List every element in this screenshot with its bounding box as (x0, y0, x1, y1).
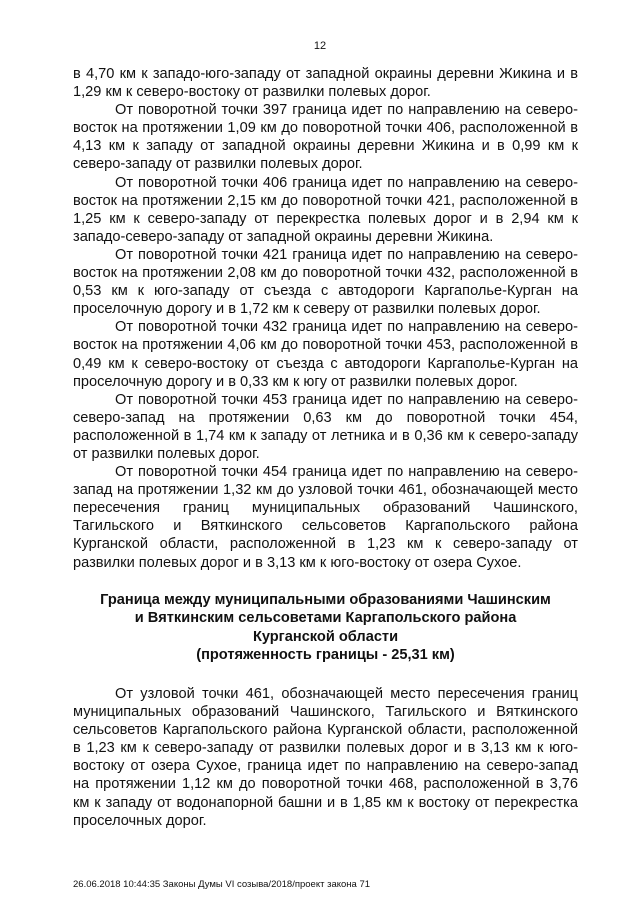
paragraph-point-432: От поворотной точки 432 граница идет по направлению на северо-восток на протяжении 4,06 км до поворотной точки 453, расположенной в 0,49 км к северо-востоку от съезда с автодороги Каргаполье-Курган на проселочную дорогу и в 0,33 км к югу от развилки полевых дорог. (73, 319, 578, 390)
paragraph-point-397: От поворотной точки 397 граница идет по направлению на северо-восток на протяжении 1,09 км до поворотной точки 406, расположенной в 4,13 км к западу от западной окраины деревни Жикина и в 0,99 км к северо-западу от развилки полевых дорог. (73, 102, 578, 173)
heading-line-4: (протяженность границы - 25,31 км) (196, 647, 455, 664)
heading-line-3: Курганской области (252, 628, 399, 645)
paragraph-point-406: От поворотной точки 406 граница идет по направлению на северо-восток на протяжении 2,15 км до поворотной точки 421, расположенной в 1,25 км к северо-западу от перекрестка полевых дорог и в 2,94 км к западо-северо-западу от западной окраины деревни Жикина. (73, 174, 578, 245)
heading-line-1: Граница между муниципальными образованиями Чашинским (100, 591, 551, 608)
paragraph-continuation: в 4,70 км к западо-юго-западу от западной окраины деревни Жикина и в 1,29 км к северо-востоку от развилки полевых дорог. (73, 66, 578, 101)
section-heading (73, 591, 578, 665)
heading-line-2: и Вяткинским сельсоветами Каргапольского района (134, 610, 517, 627)
paragraph-point-421: От поворотной точки 421 граница идет по направлению на северо-восток на протяжении 2,08 км до поворотной точки 432, расположенной в 0,53 км к юго-западу от съезда с автодороги Каргаполье-Курган на проселочную дорогу и в 1,72 км к северу от развилки полевых дорог. (73, 246, 578, 318)
footer-document-info: 26.06.2018 10:44:35 Законы Думы VI созыва/2018/проект закона 71 (73, 879, 371, 890)
paragraph-point-453: От поворотной точки 453 граница идет по направлению на северо-северо-запад на протяжении 0,63 км до поворотной точки 454, расположенной в 1,74 км к западу от летника и в 0,36 км к северо-западу от развилки полевых дорог. (73, 391, 578, 462)
document-body (73, 65, 578, 830)
page-number: 12 (313, 40, 327, 52)
paragraph-point-461: От узловой точки 461, обозначающей место пересечения границ муниципальных образований Чашинского, Тагильского и Вяткинского сельсоветов Каргапольского района Курганской области, расположенной в 1,23 км к северо-западу от развилки полевых дорог и в 3,13 км к юго-востоку от озера Сухое, граница идет по направлению на северо-запад на протяжении 1,12 км до поворотной точки 468, расположенной в 3,76 км к западу от водонапорной башни и в 1,85 км к востоку от перекрестка проселочных дорог. (73, 686, 578, 829)
paragraph-point-454: От поворотной точки 454 граница идет по направлению на северо-запад на протяжении 1,32 км до узловой точки 461, обозначающей место пересечения границ муниципальных образований Чашинского, Тагильского и Вяткинского сельсоветов Каргапольского района Курганской области, расположенной в 1,23 км к северо-западу от развилки полевых дорог и в 3,13 км к юго-востоку от озера Сухое. (73, 464, 578, 571)
